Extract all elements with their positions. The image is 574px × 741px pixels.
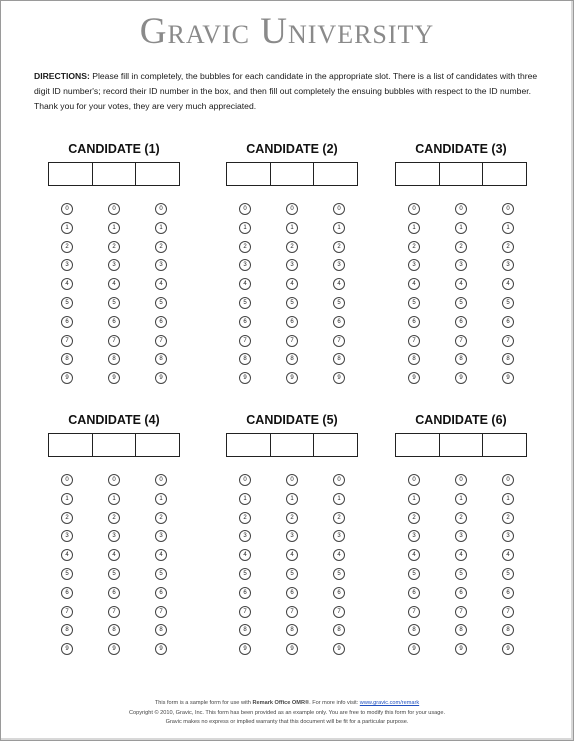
- digit-bubble[interactable]: 7: [61, 335, 73, 347]
- digit-bubble[interactable]: 1: [408, 222, 420, 234]
- bubble-column: [239, 203, 251, 391]
- footer-line-2: Copyright © 2010, Gravic, Inc. This form has been provided as an example only. You are free to modify this form for your usage.: [128, 709, 446, 716]
- digit-bubble[interactable]: 8: [502, 624, 514, 636]
- directions-label: DIRECTIONS:: [34, 71, 90, 81]
- bubble-columns: [61, 474, 167, 662]
- digit-bubble[interactable]: 4: [108, 278, 120, 290]
- digit-bubble[interactable]: 6: [108, 316, 120, 328]
- digit-bubble[interactable]: 5: [155, 568, 167, 580]
- digit-bubble[interactable]: 1: [239, 222, 251, 234]
- digit-bubble[interactable]: 0: [333, 474, 345, 486]
- digit-bubble[interactable]: 6: [408, 587, 420, 599]
- id-digit-cell[interactable]: [396, 163, 440, 185]
- footer-brand: Remark Office OMR®: [252, 700, 310, 706]
- digit-bubble[interactable]: 7: [455, 606, 467, 618]
- bubble-columns: [408, 203, 514, 391]
- digit-bubble[interactable]: 2: [502, 512, 514, 524]
- bubble-column: [155, 203, 167, 391]
- candidate-block: [48, 141, 180, 391]
- digit-bubble[interactable]: 4: [239, 549, 251, 561]
- bubble-column: [455, 203, 467, 391]
- footer-line-1: [0, 699, 574, 709]
- digit-bubble[interactable]: 0: [408, 474, 420, 486]
- digit-bubble[interactable]: 7: [408, 335, 420, 347]
- digit-bubble[interactable]: 9: [455, 372, 467, 384]
- digit-bubble[interactable]: 1: [286, 493, 298, 505]
- digit-bubble[interactable]: 7: [239, 335, 251, 347]
- digit-bubble[interactable]: 4: [286, 549, 298, 561]
- id-digit-cell[interactable]: [136, 163, 179, 185]
- digit-bubble[interactable]: 5: [155, 297, 167, 309]
- id-digit-cell[interactable]: [483, 163, 526, 185]
- digit-bubble[interactable]: 6: [61, 316, 73, 328]
- digit-bubble[interactable]: 0: [502, 203, 514, 215]
- digit-bubble[interactable]: 3: [286, 259, 298, 271]
- digit-bubble[interactable]: 8: [108, 353, 120, 365]
- id-digit-cell[interactable]: [93, 434, 137, 456]
- digit-bubble[interactable]: 6: [455, 316, 467, 328]
- bubble-column: [108, 203, 120, 391]
- digit-bubble[interactable]: 2: [408, 512, 420, 524]
- digit-bubble[interactable]: 7: [502, 335, 514, 347]
- digit-bubble[interactable]: 5: [502, 568, 514, 580]
- digit-bubble[interactable]: 8: [108, 624, 120, 636]
- digit-bubble[interactable]: 4: [155, 278, 167, 290]
- digit-bubble[interactable]: 0: [108, 203, 120, 215]
- digit-bubble[interactable]: 3: [61, 530, 73, 542]
- digit-bubble[interactable]: 4: [455, 278, 467, 290]
- digit-bubble[interactable]: 4: [333, 549, 345, 561]
- bubble-column: [455, 474, 467, 662]
- digit-bubble[interactable]: 1: [61, 493, 73, 505]
- digit-bubble[interactable]: 2: [333, 512, 345, 524]
- digit-bubble[interactable]: 4: [286, 278, 298, 290]
- digit-bubble[interactable]: 2: [333, 241, 345, 253]
- digit-bubble[interactable]: 9: [502, 372, 514, 384]
- digit-bubble[interactable]: 7: [155, 335, 167, 347]
- digit-bubble[interactable]: 6: [108, 587, 120, 599]
- footer-middle: . For more info visit:: [309, 700, 360, 706]
- id-digit-cell[interactable]: [49, 434, 93, 456]
- digit-bubble[interactable]: 8: [61, 353, 73, 365]
- id-digit-cell[interactable]: [440, 163, 484, 185]
- digit-bubble[interactable]: 4: [61, 278, 73, 290]
- digit-bubble[interactable]: 4: [333, 278, 345, 290]
- digit-bubble[interactable]: 2: [455, 241, 467, 253]
- id-number-box: [48, 433, 180, 457]
- digit-bubble[interactable]: 8: [333, 624, 345, 636]
- digit-bubble[interactable]: 4: [455, 549, 467, 561]
- digit-bubble[interactable]: 3: [286, 530, 298, 542]
- digit-bubble[interactable]: 6: [239, 316, 251, 328]
- bubble-column: [333, 203, 345, 391]
- digit-bubble[interactable]: 1: [408, 493, 420, 505]
- id-digit-cell[interactable]: [483, 434, 526, 456]
- digit-bubble[interactable]: 2: [61, 241, 73, 253]
- digit-bubble[interactable]: 8: [455, 353, 467, 365]
- digit-bubble[interactable]: 0: [61, 203, 73, 215]
- digit-bubble[interactable]: 7: [239, 606, 251, 618]
- id-digit-cell[interactable]: [136, 434, 179, 456]
- digit-bubble[interactable]: 9: [502, 643, 514, 655]
- digit-bubble[interactable]: 6: [333, 587, 345, 599]
- bubble-column: [155, 474, 167, 662]
- candidate-title: CANDIDATE (3): [415, 142, 507, 156]
- id-digit-cell[interactable]: [227, 434, 271, 456]
- digit-bubble[interactable]: 0: [333, 203, 345, 215]
- id-number-box: [395, 433, 527, 457]
- digit-bubble[interactable]: 3: [155, 530, 167, 542]
- candidate-block: [226, 412, 358, 662]
- digit-bubble[interactable]: 0: [502, 474, 514, 486]
- digit-bubble[interactable]: 6: [502, 316, 514, 328]
- digit-bubble[interactable]: 3: [155, 259, 167, 271]
- digit-bubble[interactable]: 3: [333, 530, 345, 542]
- id-digit-cell[interactable]: [396, 434, 440, 456]
- digit-bubble[interactable]: 4: [408, 549, 420, 561]
- digit-bubble[interactable]: 8: [239, 353, 251, 365]
- id-digit-cell[interactable]: [440, 434, 484, 456]
- digit-bubble[interactable]: 7: [108, 606, 120, 618]
- bubble-column: [239, 474, 251, 662]
- digit-bubble[interactable]: 9: [286, 372, 298, 384]
- digit-bubble[interactable]: 1: [155, 493, 167, 505]
- digit-bubble[interactable]: 1: [286, 222, 298, 234]
- digit-bubble[interactable]: 0: [286, 474, 298, 486]
- id-number-box: [395, 162, 527, 186]
- digit-bubble[interactable]: 5: [108, 297, 120, 309]
- footer-prefix: This form is a sample form for use with: [154, 700, 253, 706]
- bubble-column: [286, 474, 298, 662]
- bubble-columns: [408, 474, 514, 662]
- digit-bubble[interactable]: 2: [61, 512, 73, 524]
- digit-bubble[interactable]: 3: [408, 530, 420, 542]
- bubble-column: [408, 474, 420, 662]
- digit-bubble[interactable]: 3: [408, 259, 420, 271]
- digit-bubble[interactable]: 9: [61, 643, 73, 655]
- digit-bubble[interactable]: 5: [239, 568, 251, 580]
- digit-bubble[interactable]: 2: [108, 512, 120, 524]
- bubble-column: [61, 474, 73, 662]
- bubble-columns: [239, 474, 345, 662]
- digit-bubble[interactable]: 3: [108, 259, 120, 271]
- candidate-block: [395, 141, 527, 391]
- digit-bubble[interactable]: 5: [455, 568, 467, 580]
- id-digit-cell[interactable]: [271, 163, 315, 185]
- digit-bubble[interactable]: 0: [61, 474, 73, 486]
- bubble-columns: [61, 203, 167, 391]
- digit-bubble[interactable]: 2: [239, 512, 251, 524]
- id-number-box: [226, 162, 358, 186]
- id-number-box: [48, 162, 180, 186]
- digit-bubble[interactable]: 8: [408, 353, 420, 365]
- footer-line-3: Gravic makes no express or implied warranty that this document will be fit for a particular purpose.: [165, 719, 409, 725]
- digit-bubble[interactable]: 9: [108, 643, 120, 655]
- digit-bubble[interactable]: 4: [502, 549, 514, 561]
- digit-bubble[interactable]: 7: [108, 335, 120, 347]
- digit-bubble[interactable]: 9: [286, 643, 298, 655]
- digit-bubble[interactable]: 3: [455, 530, 467, 542]
- candidate-block: [226, 141, 358, 391]
- digit-bubble[interactable]: 2: [286, 512, 298, 524]
- digit-bubble[interactable]: 2: [239, 241, 251, 253]
- candidate-title: CANDIDATE (1): [68, 142, 160, 156]
- digit-bubble[interactable]: 9: [408, 643, 420, 655]
- digit-bubble[interactable]: 6: [239, 587, 251, 599]
- digit-bubble[interactable]: 4: [108, 549, 120, 561]
- bubble-columns: [239, 203, 345, 391]
- digit-bubble[interactable]: 1: [333, 222, 345, 234]
- digit-bubble[interactable]: 5: [408, 297, 420, 309]
- digit-bubble[interactable]: 9: [108, 372, 120, 384]
- digit-bubble[interactable]: 8: [502, 353, 514, 365]
- id-number-box: [226, 433, 358, 457]
- bubble-column: [502, 203, 514, 391]
- digit-bubble[interactable]: 3: [108, 530, 120, 542]
- digit-bubble[interactable]: 4: [239, 278, 251, 290]
- digit-bubble[interactable]: 9: [61, 372, 73, 384]
- digit-bubble[interactable]: 2: [108, 241, 120, 253]
- digit-bubble[interactable]: 6: [408, 316, 420, 328]
- digit-bubble[interactable]: 0: [239, 474, 251, 486]
- digit-bubble[interactable]: 1: [502, 493, 514, 505]
- footer: [0, 699, 574, 728]
- candidate-title: CANDIDATE (4): [68, 413, 160, 427]
- digit-bubble[interactable]: 6: [155, 316, 167, 328]
- digit-bubble[interactable]: 9: [455, 643, 467, 655]
- digit-bubble[interactable]: 3: [455, 259, 467, 271]
- digit-bubble[interactable]: 3: [333, 259, 345, 271]
- digit-bubble[interactable]: 5: [239, 297, 251, 309]
- digit-bubble[interactable]: 3: [61, 259, 73, 271]
- id-digit-cell[interactable]: [93, 163, 137, 185]
- digit-bubble[interactable]: 8: [155, 353, 167, 365]
- digit-bubble[interactable]: 4: [61, 549, 73, 561]
- digit-bubble[interactable]: 6: [286, 587, 298, 599]
- bubble-column: [61, 203, 73, 391]
- digit-bubble[interactable]: 5: [286, 568, 298, 580]
- digit-bubble[interactable]: 3: [502, 530, 514, 542]
- digit-bubble[interactable]: 7: [61, 606, 73, 618]
- digit-bubble[interactable]: 2: [408, 241, 420, 253]
- digit-bubble[interactable]: 0: [155, 203, 167, 215]
- digit-bubble[interactable]: 6: [455, 587, 467, 599]
- digit-bubble[interactable]: 1: [155, 222, 167, 234]
- digit-bubble[interactable]: 7: [286, 606, 298, 618]
- digit-bubble[interactable]: 5: [333, 297, 345, 309]
- digit-bubble[interactable]: 3: [239, 530, 251, 542]
- bubble-column: [502, 474, 514, 662]
- digit-bubble[interactable]: 7: [333, 335, 345, 347]
- id-digit-cell[interactable]: [227, 163, 271, 185]
- digit-bubble[interactable]: 8: [455, 624, 467, 636]
- digit-bubble[interactable]: 6: [502, 587, 514, 599]
- digit-bubble[interactable]: 9: [239, 643, 251, 655]
- digit-bubble[interactable]: 9: [239, 372, 251, 384]
- digit-bubble[interactable]: 4: [502, 278, 514, 290]
- id-digit-cell[interactable]: [271, 434, 315, 456]
- digit-bubble[interactable]: 8: [286, 353, 298, 365]
- digit-bubble[interactable]: 1: [455, 493, 467, 505]
- digit-bubble[interactable]: 9: [155, 372, 167, 384]
- digit-bubble[interactable]: 8: [333, 353, 345, 365]
- digit-bubble[interactable]: 8: [408, 624, 420, 636]
- digit-bubble[interactable]: 2: [155, 241, 167, 253]
- digit-bubble[interactable]: 9: [408, 372, 420, 384]
- digit-bubble[interactable]: 5: [61, 297, 73, 309]
- digit-bubble[interactable]: 2: [286, 241, 298, 253]
- digit-bubble[interactable]: 4: [408, 278, 420, 290]
- bubble-column: [408, 203, 420, 391]
- directions-text: Please fill in completely, the bubbles for each candidate in the appropriate slot. There is a list of candidates with three digit ID number's; record their ID number in the box, and then fill out completely the ensuing bubbles with respect to the ID number. Thank you for your votes, they are very much appreciated.: [34, 71, 538, 111]
- bubble-column: [108, 474, 120, 662]
- bubble-column: [286, 203, 298, 391]
- digit-bubble[interactable]: 0: [455, 203, 467, 215]
- digit-bubble[interactable]: 1: [455, 222, 467, 234]
- digit-bubble[interactable]: 5: [408, 568, 420, 580]
- candidate-title: CANDIDATE (2): [246, 142, 338, 156]
- digit-bubble[interactable]: 1: [108, 493, 120, 505]
- digit-bubble[interactable]: 0: [239, 203, 251, 215]
- digit-bubble[interactable]: 1: [502, 222, 514, 234]
- digit-bubble[interactable]: 0: [155, 474, 167, 486]
- directions-paragraph: [34, 69, 544, 114]
- digit-bubble[interactable]: 3: [502, 259, 514, 271]
- digit-bubble[interactable]: 7: [455, 335, 467, 347]
- digit-bubble[interactable]: 8: [155, 624, 167, 636]
- digit-bubble[interactable]: 1: [61, 222, 73, 234]
- digit-bubble[interactable]: 1: [108, 222, 120, 234]
- digit-bubble[interactable]: 5: [61, 568, 73, 580]
- digit-bubble[interactable]: 7: [286, 335, 298, 347]
- digit-bubble[interactable]: 9: [333, 372, 345, 384]
- digit-bubble[interactable]: 6: [286, 316, 298, 328]
- digit-bubble[interactable]: 9: [155, 643, 167, 655]
- digit-bubble[interactable]: 5: [108, 568, 120, 580]
- digit-bubble[interactable]: 7: [408, 606, 420, 618]
- digit-bubble[interactable]: 7: [155, 606, 167, 618]
- page-title: Gravic University: [139, 11, 435, 52]
- digit-bubble[interactable]: 8: [239, 624, 251, 636]
- bubble-column: [333, 474, 345, 662]
- digit-bubble[interactable]: 2: [502, 241, 514, 253]
- digit-bubble[interactable]: 2: [455, 512, 467, 524]
- digit-bubble[interactable]: 7: [333, 606, 345, 618]
- id-digit-cell[interactable]: [49, 163, 93, 185]
- digit-bubble[interactable]: 5: [502, 297, 514, 309]
- digit-bubble[interactable]: 6: [155, 587, 167, 599]
- id-digit-cell[interactable]: [314, 163, 357, 185]
- id-digit-cell[interactable]: [314, 434, 357, 456]
- digit-bubble[interactable]: 0: [408, 203, 420, 215]
- digit-bubble[interactable]: 6: [333, 316, 345, 328]
- footer-link[interactable]: www.gravic.com/remark: [359, 700, 420, 706]
- digit-bubble[interactable]: 3: [239, 259, 251, 271]
- digit-bubble[interactable]: 0: [455, 474, 467, 486]
- candidate-title: CANDIDATE (5): [246, 413, 338, 427]
- candidate-block: [48, 412, 180, 662]
- digit-bubble[interactable]: 9: [333, 643, 345, 655]
- digit-bubble[interactable]: 7: [502, 606, 514, 618]
- digit-bubble[interactable]: 8: [286, 624, 298, 636]
- digit-bubble[interactable]: 2: [155, 512, 167, 524]
- digit-bubble[interactable]: 0: [108, 474, 120, 486]
- candidate-block: [395, 412, 527, 662]
- digit-bubble[interactable]: 8: [61, 624, 73, 636]
- digit-bubble[interactable]: 5: [455, 297, 467, 309]
- digit-bubble[interactable]: 1: [239, 493, 251, 505]
- digit-bubble[interactable]: 6: [61, 587, 73, 599]
- digit-bubble[interactable]: 5: [333, 568, 345, 580]
- digit-bubble[interactable]: 0: [286, 203, 298, 215]
- digit-bubble[interactable]: 4: [155, 549, 167, 561]
- digit-bubble[interactable]: 1: [333, 493, 345, 505]
- digit-bubble[interactable]: 5: [286, 297, 298, 309]
- candidate-title: CANDIDATE (6): [415, 413, 507, 427]
